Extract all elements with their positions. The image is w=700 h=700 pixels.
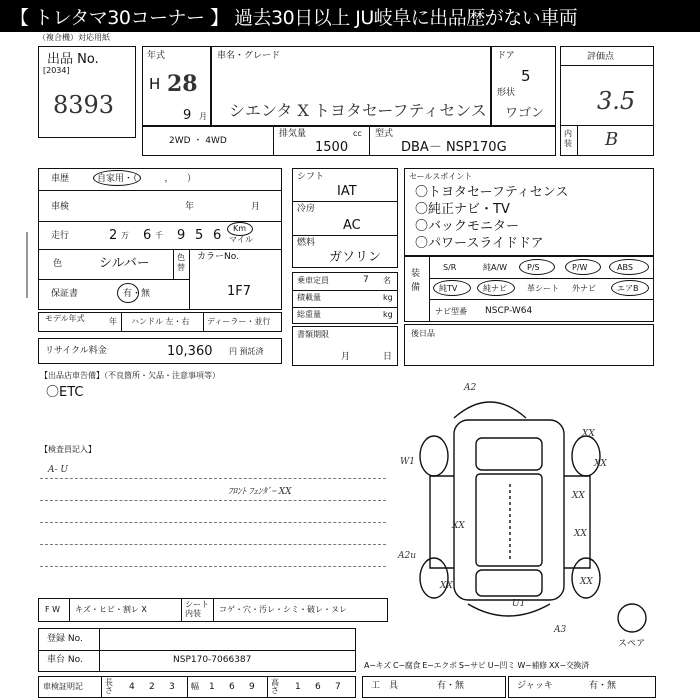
floor-row <box>38 598 388 622</box>
tools-box <box>362 676 506 698</box>
equip-abs: ABS <box>617 263 633 272</box>
recycle-row <box>38 338 282 364</box>
inspector-note-2: ﾌﾛﾝﾄ ﾌｪﾝﾀﾞｰ XX <box>228 487 292 497</box>
displacement-unit: cc <box>353 129 362 138</box>
equip-circle <box>565 259 601 275</box>
sheet-type: （複合機）対応用紙 <box>38 33 110 42</box>
mark: XX <box>440 581 453 591</box>
mark: U1 <box>512 599 526 609</box>
inspection-year: 年 <box>185 202 195 212</box>
equip-circle <box>611 280 649 296</box>
later-label: 後日品 <box>411 329 435 338</box>
mileage-d1: 2 <box>109 228 118 243</box>
equip-circle <box>433 280 471 296</box>
chassis-value: NSP170-7066387 <box>173 655 252 665</box>
seller-notes-item: 〇ETC <box>46 385 84 400</box>
color-label: 色 <box>53 259 63 269</box>
left-side-outline <box>430 476 454 568</box>
mileage-u1: 万 <box>121 231 129 240</box>
year-box <box>142 46 212 126</box>
color-code-label: カラーNo. <box>197 252 239 262</box>
mileage-d2: 6 <box>143 228 152 243</box>
car-damage-diagram <box>394 378 656 640</box>
mileage-unit-km: Km <box>233 224 247 233</box>
shape-value: ワゴン <box>505 106 545 121</box>
equip-tv: 純TV <box>439 284 458 293</box>
seat-label: シート内装 <box>185 600 209 618</box>
drive: 2WD ・ 4WD <box>169 136 227 146</box>
damage-legend: A−キズ C−腐食 E−エクボ S−サビ U−凹ミ W−補修 XX−交換済 <box>364 661 589 670</box>
color-change-label: 色替 <box>177 253 185 272</box>
roof-outline <box>476 474 542 566</box>
right-front-wheel <box>572 436 600 476</box>
equip-circle <box>477 280 515 296</box>
interior-label: 内装 <box>564 129 572 149</box>
equip-leather: 革シート <box>527 284 559 293</box>
car-body-outline <box>454 420 564 600</box>
inspection-label: 車検 <box>51 202 70 212</box>
chassis-label: 車台 No. <box>47 655 83 665</box>
mark: XX <box>580 577 593 587</box>
model-year-label: モデル年式 <box>45 314 85 323</box>
sales-point-item: 〇トヨタセーフティセンス <box>415 185 569 200</box>
equip-ext-navi: 外ナビ <box>572 284 596 293</box>
recycle-unit: 円 預託済 <box>229 347 264 356</box>
doors-box <box>490 46 556 126</box>
sales-points-label: セールスポイント <box>409 172 473 181</box>
sales-points <box>404 168 654 256</box>
score-box <box>560 46 654 156</box>
lot-box <box>38 46 136 138</box>
sales-point-item: 〇パワースライドドア <box>415 236 544 251</box>
left-front-wheel <box>420 436 448 476</box>
rear-bumper-outline <box>468 604 550 616</box>
year-value: 28 <box>167 71 198 97</box>
later-items <box>404 324 654 366</box>
cert-row <box>38 676 356 698</box>
displacement-label: 排気量 <box>279 129 307 139</box>
interior-value: B <box>605 129 619 150</box>
length-digit: 3 <box>169 682 175 692</box>
shape-label: 形状 <box>497 88 516 98</box>
height-digit: 7 <box>335 682 341 692</box>
car-label: 車名・グレード <box>217 51 281 61</box>
model-value: DBA－ NSP170G <box>401 140 507 155</box>
doors-value: 5 <box>521 67 531 85</box>
dealer: ディーラー・並行 <box>207 317 271 326</box>
capacity-unit: 名 <box>383 276 391 285</box>
equipment-label: 装備 <box>411 269 421 294</box>
tools-label: 工 具 <box>371 681 399 691</box>
aircon-label: 冷房 <box>297 204 316 214</box>
mark: XX <box>594 459 607 469</box>
equipment <box>404 256 654 322</box>
mileage-d5: 6 <box>213 228 222 243</box>
score-label: 評価点 <box>587 52 615 62</box>
inspector-label: 【検査員記入】 <box>40 445 96 454</box>
equip-circle <box>519 259 555 275</box>
mileage-unit-mile: マイル <box>229 235 253 244</box>
spare-label: スペア <box>618 639 646 649</box>
gross-label: 総重量 <box>297 310 321 319</box>
equip-sr: S/R <box>443 263 457 272</box>
length-digit: 4 <box>129 682 135 692</box>
hood-outline <box>476 438 542 470</box>
history-circle <box>93 170 141 186</box>
doc-expiry <box>292 326 398 366</box>
car-name: シエンタ X トヨタセーフティセンス <box>229 101 487 120</box>
length-label: 長さ <box>105 678 113 695</box>
height-label: 高さ <box>271 678 279 695</box>
height-digit: 6 <box>315 682 321 692</box>
mileage-u2: 千 <box>155 231 163 240</box>
mark: XX <box>582 429 595 439</box>
mark: A3 <box>554 625 567 635</box>
history-label: 車歴 <box>51 174 70 184</box>
equip-alloy: 純A/W <box>483 263 508 272</box>
seat-damage: コゲ・穴・汚レ・シミ・破レ・ヌレ <box>219 605 347 614</box>
seller-notes-label: 【出品店車告備】（不良箇所・欠品・注意事項等） <box>40 371 220 380</box>
margin-tick <box>20 230 34 300</box>
cert-label: 車検証明記 <box>43 682 83 691</box>
height-digit: 1 <box>295 682 301 692</box>
lot-number: 8393 <box>53 91 115 119</box>
shift-label: シフト <box>297 172 325 182</box>
warranty-value: 有・無 <box>123 289 151 299</box>
spec-row <box>142 126 556 156</box>
navi-value: NSCP-W64 <box>485 306 533 316</box>
handle: ハンドル 左・右 <box>131 317 190 326</box>
color-code: 1F7 <box>227 284 252 299</box>
model-label: 型式 <box>375 129 394 139</box>
displacement-value: 1500 <box>315 140 349 155</box>
fw-label: F W <box>45 605 61 614</box>
warranty-circle <box>117 283 139 303</box>
shift-value: IAT <box>337 184 357 199</box>
color-value: シルバー <box>99 256 150 271</box>
mileage-label: 走行 <box>51 231 70 241</box>
registration-table <box>38 628 356 672</box>
doc-expiry-unit: 月 <box>341 352 351 362</box>
recycle-value: 10,360 <box>167 344 213 359</box>
mark: XX <box>574 529 587 539</box>
capacity-value: 7 <box>363 275 369 285</box>
width-digit: 1 <box>209 682 215 692</box>
lot-label: 出品 No. <box>47 52 99 67</box>
mark: XX <box>572 491 585 501</box>
mark-front: A2 <box>464 383 477 393</box>
aircon-value: AC <box>343 218 361 233</box>
load-label: 積載量 <box>297 293 321 302</box>
model-year-year: 年 <box>109 317 117 326</box>
registration-label: 登録 No. <box>47 634 83 644</box>
fuel-label: 燃料 <box>297 238 316 248</box>
right-side-outline <box>564 476 590 568</box>
doc-expiry-label: 書類期限 <box>297 330 329 339</box>
capacity-label: 乗車定員 <box>297 276 329 285</box>
sales-point-item: 〇バックモニター <box>415 219 520 234</box>
mileage-d3: 9 <box>177 228 186 243</box>
doc-expiry-day: 日 <box>383 352 393 362</box>
equip-circle <box>609 259 649 275</box>
front-bumper-outline <box>454 402 526 418</box>
equip-airbag: エアB <box>617 284 639 293</box>
model-year-row <box>38 312 282 332</box>
warranty-label: 保証書 <box>51 289 79 299</box>
width-label: 幅 <box>191 682 199 691</box>
jack-box <box>508 676 656 698</box>
length-digit: 2 <box>149 682 155 692</box>
floor-items: キズ・ヒビ・割レ X <box>75 605 147 614</box>
score-value: 3.5 <box>597 87 636 115</box>
fuel-value: ガソリン <box>329 250 382 265</box>
lot-code: [2034] <box>43 66 70 75</box>
trunk-outline <box>476 570 542 596</box>
equip-pw: P/W <box>572 263 588 272</box>
equip-navi: 純ナビ <box>483 284 507 293</box>
info-table <box>38 168 282 310</box>
km-circle <box>227 222 253 236</box>
tools-value: 有・無 <box>437 681 465 691</box>
gross-unit: kg <box>383 310 393 319</box>
equip-ps: P/S <box>527 263 540 272</box>
jack-label: ジャッキ <box>517 681 553 691</box>
mark: A2u <box>398 551 417 561</box>
width-digit: 9 <box>249 682 255 692</box>
load-unit: kg <box>383 293 393 302</box>
left-rear-wheel <box>420 558 448 598</box>
car-box <box>210 46 492 126</box>
inspection-month: 月 <box>251 202 261 212</box>
mid-specs <box>292 168 398 268</box>
capacity-table <box>292 272 398 324</box>
year-month: 9 <box>183 108 192 123</box>
spare-tire <box>618 604 646 632</box>
banner: 【 トレタマ30コーナー 】 過去30日以上 JU岐阜に出品歴がない車両 <box>0 0 700 32</box>
mileage-d4: 5 <box>195 228 204 243</box>
mark: XX <box>452 521 465 531</box>
jack-value: 有・無 <box>589 681 617 691</box>
recycle-label: リサイクル料金 <box>45 346 107 356</box>
sales-point-item: 〇純正ナビ・TV <box>415 202 510 217</box>
mark: W1 <box>400 457 415 467</box>
navi-label: ナビ型番 <box>435 307 467 316</box>
year-era: H <box>149 75 161 93</box>
year-month-unit: 月 <box>199 112 207 121</box>
width-digit: 6 <box>229 682 235 692</box>
history-value: 自家用・（ ， ） <box>97 174 197 184</box>
inspector-note-1: A- U <box>48 465 68 475</box>
doors-label: ドア <box>497 51 515 61</box>
year-label: 年式 <box>147 51 166 61</box>
